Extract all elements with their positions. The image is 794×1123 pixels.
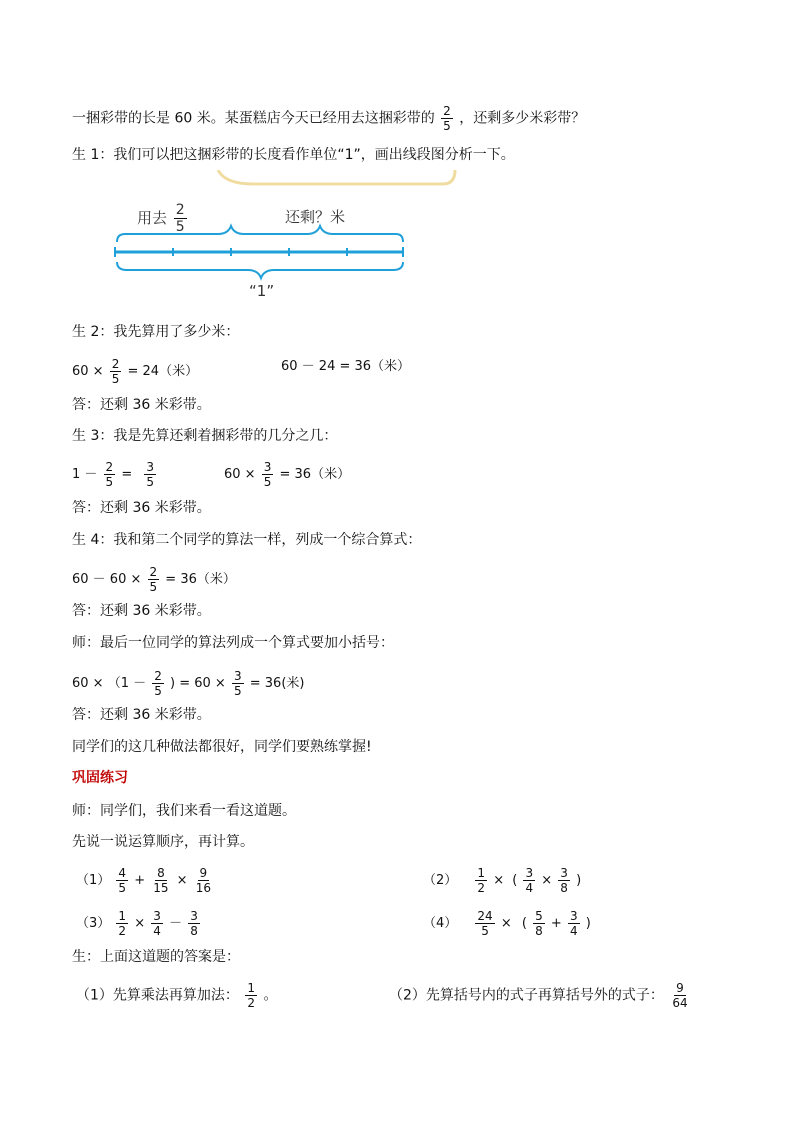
s2-equation-2: 60 － 24 = 36（米） — [281, 359, 411, 374]
s3-fraction-a: $\frac{2}{5}$ — [105, 460, 114, 489]
s3-answer: 答：还剩 36 米彩带。 — [72, 500, 211, 516]
answer-2: （2）先算括号内的式子再算括号外的式子： $\frac{9}{64}$ — [389, 981, 688, 1010]
teacher-answer: 答：还剩 36 米彩带。 — [72, 707, 211, 723]
s2-answer: 答：还剩 36 米彩带。 — [72, 397, 211, 413]
answers-intro: 生：上面这道题的答案是： — [72, 949, 240, 965]
used-fraction: $\frac{2}{5}$ — [175, 202, 185, 235]
p2-fraction-c: $\frac{3}{8}$ — [560, 866, 568, 895]
p2-fraction-a: $\frac{1}{2}$ — [477, 866, 486, 895]
problem-question: ，还剩多少米彩带？ — [459, 110, 586, 127]
student4-intro: 生 4：我和第二个同学的算法一样，列成一个综合算式： — [72, 532, 422, 548]
problem-statement — [72, 104, 585, 133]
decorative-bubble — [218, 170, 455, 184]
s3-equation-1: 1 － $\frac{2}{5}$ = $\frac{3}{5}$ — [72, 460, 155, 489]
problem-fraction: $\frac{2}{5}$ — [443, 104, 451, 133]
teacher-intro: 师：最后一位同学的算法列成一个算式要加小括号： — [72, 635, 394, 651]
s4-answer: 答：还剩 36 米彩带。 — [72, 603, 211, 619]
practice-problem-2: （2） $\frac{1}{2}$ × ( $\frac{3}{4}$ × $\frac{3}{8}$ ) — [423, 866, 582, 895]
practice-problem-4: （4） $\frac{24}{5}$ × ( $\frac{5}{8}$ + $\frac{3}{4}$ ) — [423, 909, 591, 938]
teacher-fraction-b: $\frac{3}{5}$ — [233, 669, 242, 698]
practice-heading: 巩固练习 — [72, 770, 128, 786]
problem-text: 一捆彩带的长是 60 米。某蛋糕店今天已经用去这捆彩带的 — [72, 110, 435, 127]
remain-label: 还剩？米 — [285, 208, 346, 226]
p3-fraction-c: $\frac{3}{8}$ — [190, 909, 198, 938]
used-label: 用去 $\frac{2}{5}$ — [137, 202, 185, 235]
practice-intro: 师：同学们，我们来看一看这道题。 — [72, 803, 296, 819]
line-segment-diagram — [113, 170, 458, 304]
s4-equation: 60 － 60 × $\frac{2}{5}$ = 36（米） — [72, 565, 236, 594]
s2-fraction: $\frac{2}{5}$ — [111, 357, 120, 386]
p1-fraction-b: $\frac{8}{15}$ — [153, 866, 169, 895]
p4-fraction-a: $\frac{24}{5}$ — [477, 909, 493, 938]
a1-fraction: $\frac{1}{2}$ — [247, 981, 256, 1010]
s4-fraction: $\frac{2}{5}$ — [149, 565, 158, 594]
unit-label: “1” — [249, 282, 275, 300]
s3-fraction-b: $\frac{3}{5}$ — [146, 460, 155, 489]
teacher-fraction-a: $\frac{2}{5}$ — [154, 669, 162, 698]
student2-intro: 生 2：我先算用了多少米： — [72, 324, 240, 340]
a2-fraction: $\frac{9}{64}$ — [672, 981, 688, 1010]
p4-fraction-b: $\frac{5}{8}$ — [535, 909, 543, 938]
s3-equation-2: 60 × $\frac{3}{5}$ = 36（米） — [224, 460, 351, 489]
s2-equation-1: 60 × $\frac{2}{5}$ = 24（米） — [72, 357, 199, 386]
practice-instruction: 先说一说运算顺序，再计算。 — [72, 834, 254, 850]
practice-problem-3: （3） $\frac{1}{2}$ × $\frac{3}{4}$ － $\frac{3}{8}$ — [76, 909, 198, 938]
p3-fraction-b: $\frac{3}{4}$ — [153, 909, 161, 938]
diagram-graphic — [113, 170, 458, 304]
p1-fraction-c: $\frac{9}{16}$ — [195, 866, 211, 895]
answer-1: （1）先算乘法再算加法： $\frac{1}{2}$ 。 — [76, 981, 278, 1010]
teacher-equation: 60 × （1 － $\frac{2}{5}$ ) = 60 × $\frac{3}{5}$ = 36(米) — [72, 669, 305, 698]
p4-fraction-c: $\frac{3}{4}$ — [569, 909, 578, 938]
p3-fraction-a: $\frac{1}{2}$ — [118, 909, 127, 938]
bottom-brace — [117, 262, 403, 278]
student1-line: 生 1：我们可以把这捆彩带的长度看作单位“1”，画出线段图分析一下。 — [72, 147, 515, 163]
p2-fraction-b: $\frac{3}{4}$ — [525, 866, 534, 895]
s3-fraction-c: $\frac{3}{5}$ — [263, 460, 272, 489]
p1-fraction-a: $\frac{4}{5}$ — [118, 866, 127, 895]
student3-intro: 生 3：我是先算还剩着捆彩带的几分之几： — [72, 428, 338, 444]
practice-problem-1: （1） $\frac{4}{5}$ + $\frac{8}{15}$ × $\frac{9}{16}$ — [76, 866, 211, 895]
teacher-praise: 同学们的这几种做法都很好，同学们要熟练掌握! — [72, 739, 372, 755]
